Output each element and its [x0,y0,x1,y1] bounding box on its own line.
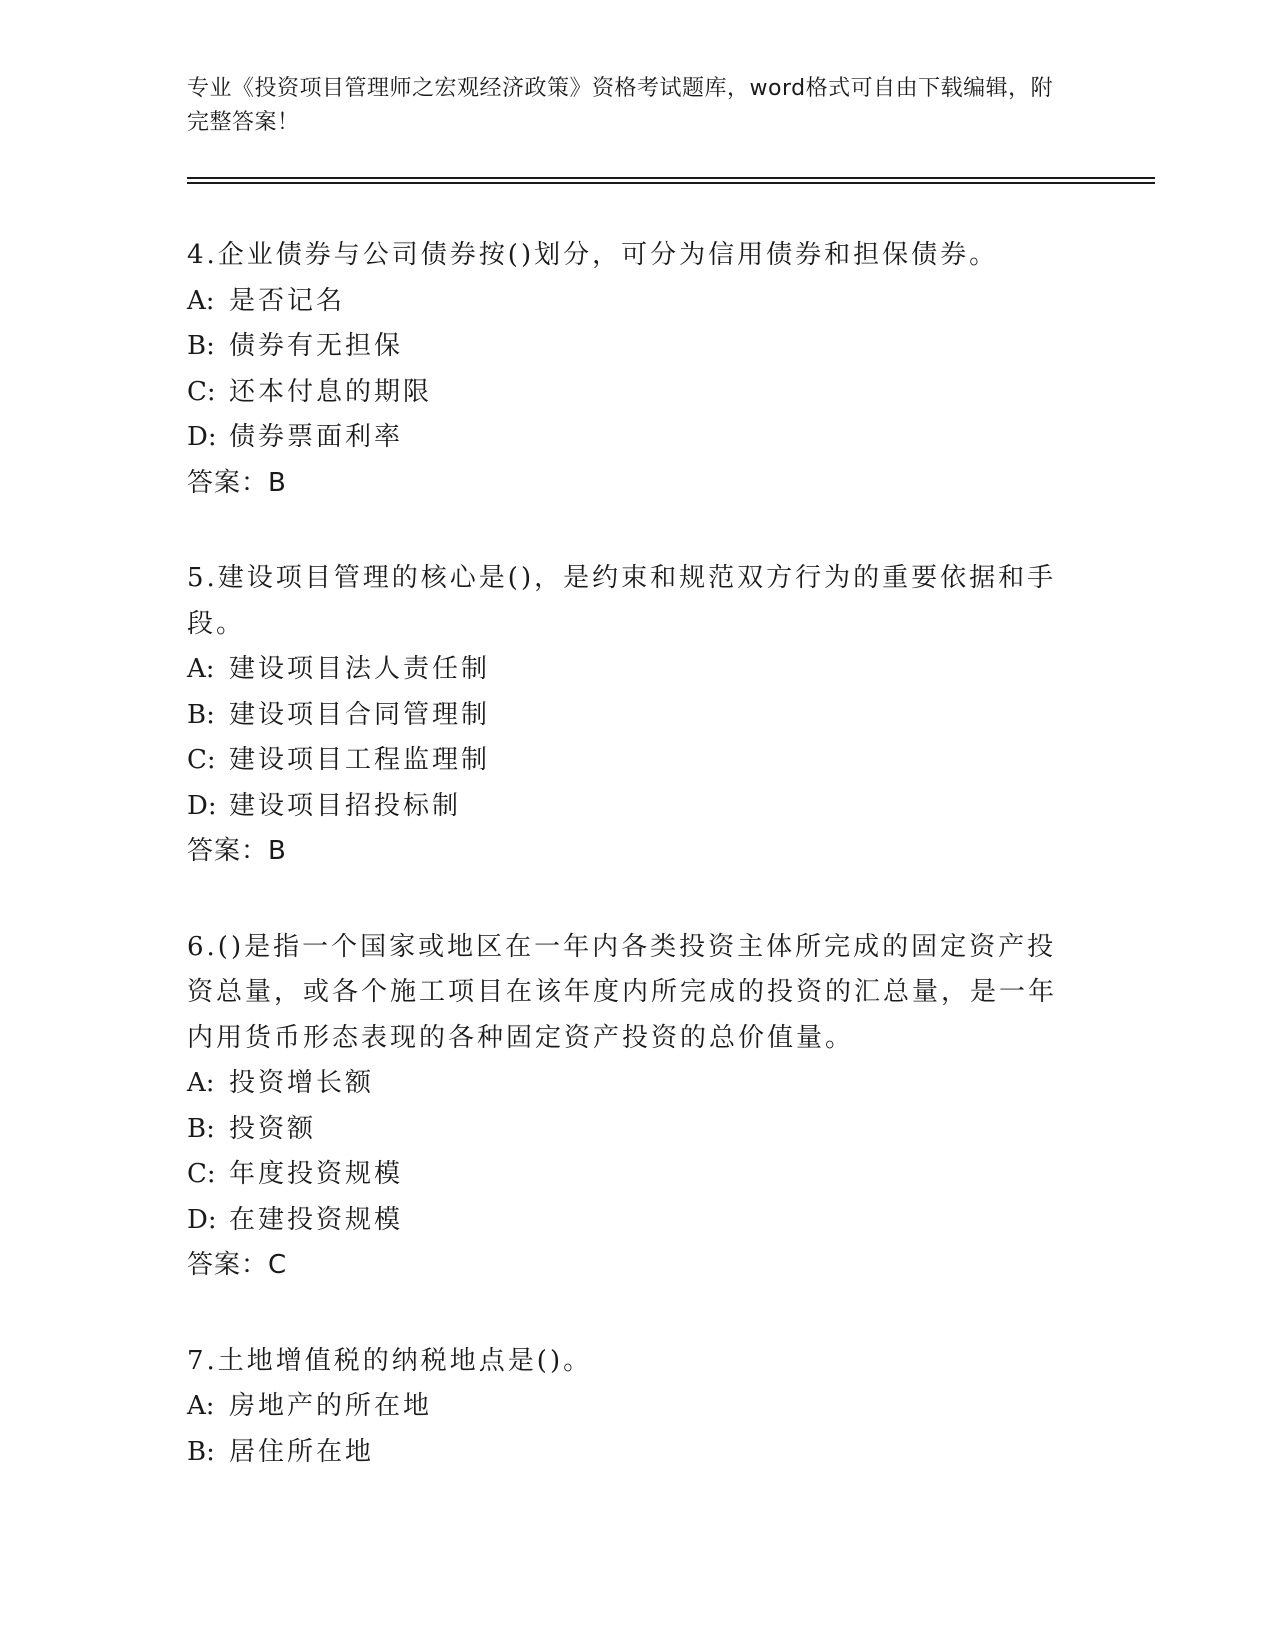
option-text: 投资增长额 [229,1068,375,1098]
option-letter: C: [187,745,216,775]
option-c [187,738,1067,784]
option-letter: A: [187,1068,215,1098]
option-c [187,370,1067,416]
question-stem: 5.建设项目管理的核心是()，是约束和规范双方行为的重要依据和手段。 [187,563,1057,639]
answer-line: 答案：B [187,467,287,498]
option-text: 债券有无担保 [229,331,404,361]
option-c [187,1152,1067,1198]
option-text: 投资额 [229,1113,317,1144]
option-b [187,1430,1067,1476]
option-letter: C: [187,376,216,407]
option-a [187,279,1067,325]
option-letter: D: [187,1204,217,1235]
header-divider-top [187,177,1155,179]
option-text: 还本付息的期限 [229,376,433,407]
option-text: 年度投资规模 [229,1159,404,1189]
option-letter: B: [187,1113,215,1144]
document-header: 专业《投资项目管理师之宏观经济政策》资格考试题库，word格式可自由下载编辑，附完整答案！ [187,76,1054,135]
option-text: 是否记名 [229,285,346,316]
option-letter: B: [187,1436,215,1467]
option-text: 在建投资规模 [229,1204,404,1235]
header-divider-bottom [187,182,1155,184]
question-stem: 7.土地增值税的纳税地点是()。 [187,1345,593,1376]
question-stem: 4.企业债券与公司债券按()划分，可分为信用债券和担保债券。 [187,240,999,270]
option-letter: B: [187,331,215,361]
option-text: 建设项目合同管理制 [229,699,491,730]
option-text: 房地产的所在地 [229,1391,433,1421]
option-b [187,1107,1067,1153]
option-letter: D: [187,790,217,821]
option-letter: D: [187,422,217,452]
option-text: 建设项目招投标制 [229,790,462,821]
option-text: 建设项目工程监理制 [229,745,491,775]
option-d [187,784,1067,830]
answer-line: 答案：B [187,836,287,866]
option-letter: A: [187,285,215,316]
answer-line: 答案：C [187,1250,288,1280]
option-text: 建设项目法人责任制 [229,654,491,684]
option-letter: A: [187,654,215,684]
option-a [187,647,1067,693]
question-7 [187,1339,1067,1476]
option-d [187,1198,1067,1244]
question-list [187,233,1067,1525]
option-letter: C: [187,1159,216,1189]
option-text: 债券票面利率 [229,422,404,452]
option-a [187,1061,1067,1107]
question-4 [187,233,1067,506]
question-5 [187,556,1067,875]
option-d [187,415,1067,461]
question-6 [187,925,1067,1289]
option-letter: A: [187,1391,215,1421]
option-a [187,1384,1067,1430]
option-b [187,693,1067,739]
option-text: 居住所在地 [229,1436,375,1467]
option-b [187,324,1067,370]
option-letter: B: [187,699,215,730]
question-stem: 6.()是指一个国家或地区在一年内各类投资主体所完成的固定资产投资总量，或各个施工项目在该年度内所完成的投资的汇总量，是一年内用货币形态表现的各种固定资产投资的总价值量。 [187,931,1058,1053]
